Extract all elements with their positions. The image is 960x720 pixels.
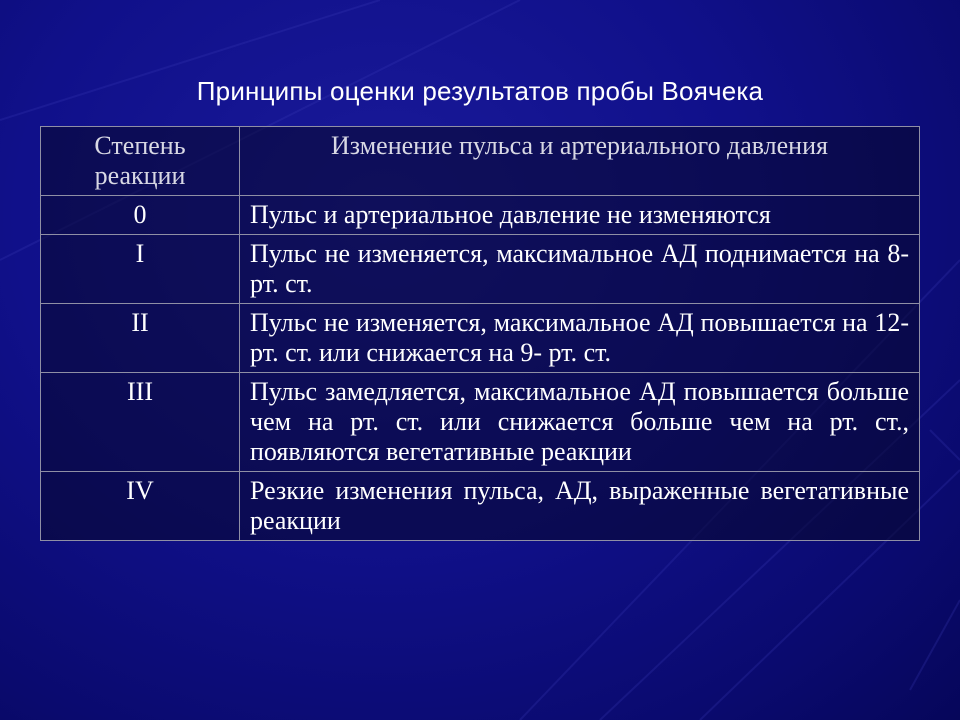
- row-description: Пульс замедляется, максимальное АД повышается больше чем на рт. ст. или снижается больше чем на рт. ст., появляются вегетативные реакции: [240, 373, 920, 472]
- table-row: [41, 235, 920, 304]
- row-degree: IV: [41, 472, 240, 541]
- row-description: Пульс не изменяется, максимальное АД повышается на 12- рт. ст. или снижается на 9- рт. ст.: [240, 304, 920, 373]
- header-change: Изменение пульса и артериального давления: [240, 127, 920, 196]
- row-degree: II: [41, 304, 240, 373]
- table-row: [41, 472, 920, 541]
- header-degree: [41, 127, 240, 196]
- voyachek-results-table: [40, 126, 920, 541]
- row-degree: I: [41, 235, 240, 304]
- table-row: [41, 304, 920, 373]
- header-degree-line1: Степень: [94, 131, 186, 160]
- table-row: [41, 196, 920, 235]
- table-row: [41, 373, 920, 472]
- row-degree: III: [41, 373, 240, 472]
- header-degree-line2: реакции: [94, 161, 186, 190]
- page-title: Принципы оценки результатов пробы Воячека: [196, 76, 764, 106]
- row-description: Резкие изменения пульса, АД, выраженные вегетативные реакции: [240, 472, 920, 541]
- row-description: Пульс не изменяется, максимальное АД поднимается на 8- рт. ст.: [240, 235, 920, 304]
- row-description: Пульс и артериальное давление не изменяются: [240, 196, 920, 235]
- table-header-row: [41, 127, 920, 196]
- row-degree: 0: [41, 196, 240, 235]
